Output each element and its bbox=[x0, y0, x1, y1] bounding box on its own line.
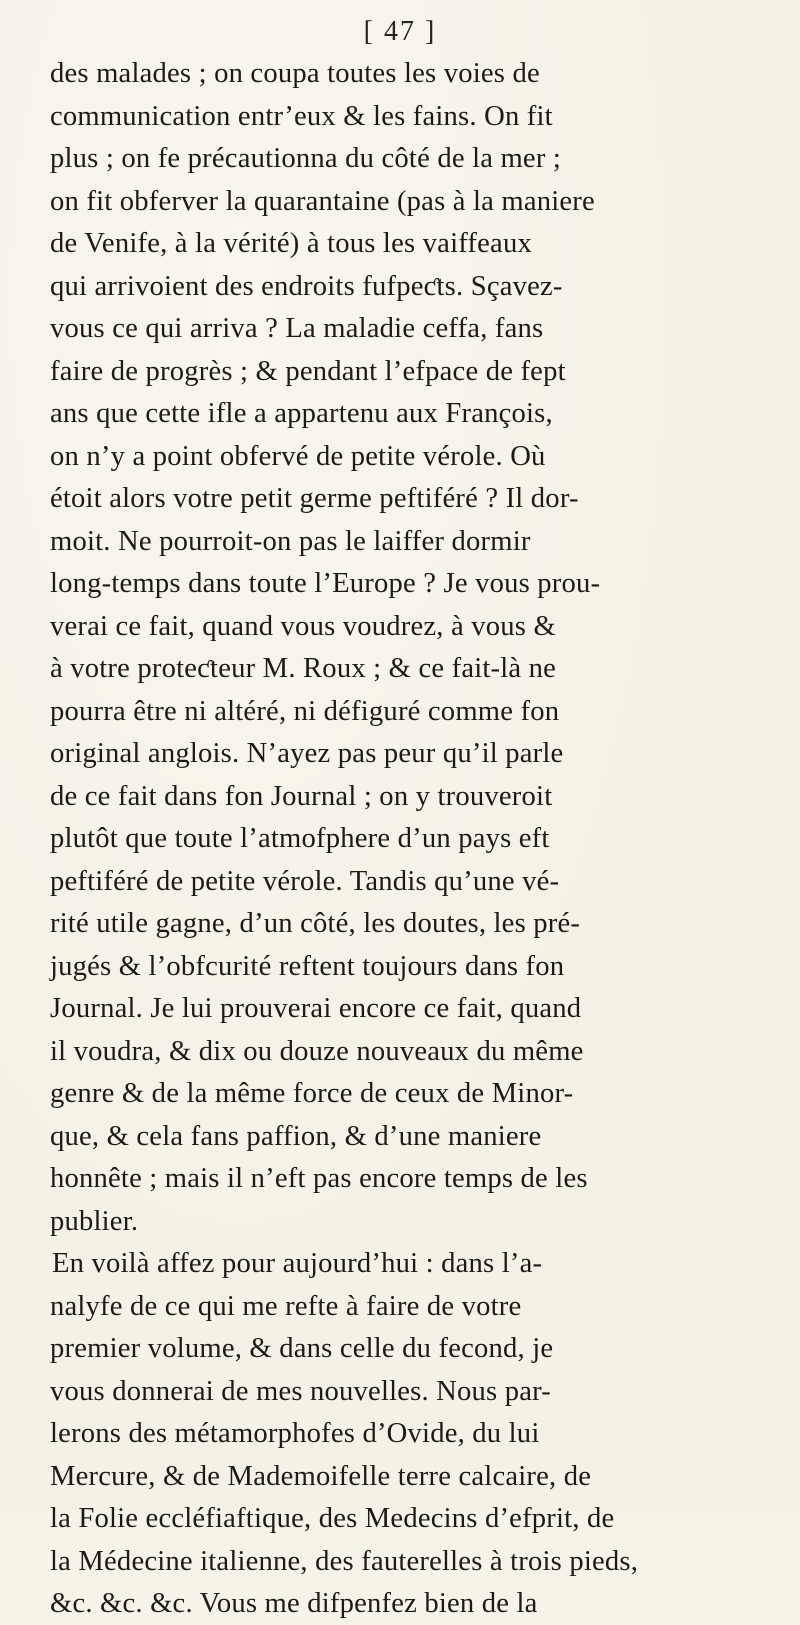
text-line: nalyfe de ce qui me refte à faire de votre bbox=[50, 1289, 522, 1322]
text-line: verai ce fait, quand vous voudrez, à vous & bbox=[50, 609, 556, 642]
text-line: il voudra, & dix ou douze nouveaux du même bbox=[50, 1034, 584, 1067]
text-line: à votre proteƈteur M. Roux ; & ce fait-là ne bbox=[50, 652, 557, 684]
text-line: lerons des métamorphofes d’Ovide, du lui bbox=[50, 1417, 540, 1449]
text-line: premier volume, & dans celle du fecond, je bbox=[50, 1332, 554, 1364]
text-line: Journal. Je lui prouverai encore ce fait, quand bbox=[50, 992, 582, 1024]
text-line: on n’y a point obfervé de petite vérole. Où bbox=[50, 439, 546, 472]
text-line: pourra être ni altéré, ni défiguré comme fon bbox=[50, 694, 560, 727]
text-line: &c. &c. &c. Vous me difpenfez bien de la bbox=[50, 1587, 538, 1619]
page-number: [ 47 ] bbox=[363, 16, 437, 47]
text-line: des malades ; on coupa toutes les voies de bbox=[50, 57, 540, 89]
text-line: rité utile gagne, d’un côté, les doutes, les pré- bbox=[50, 907, 581, 939]
text-line: ans que cette ifle a appartenu aux François, bbox=[50, 397, 553, 429]
text-line: publier. bbox=[50, 1204, 139, 1237]
text-line: jugés & l’obfcurité reftent toujours dans fon bbox=[50, 949, 565, 982]
text-line: faire de progrès ; & pendant l’efpace de fept bbox=[50, 354, 566, 387]
text-line: de Venife, à la vérité) à tous les vaiffeaux bbox=[50, 227, 532, 259]
text-line: peftiféré de petite vérole. Tandis qu’une vé- bbox=[50, 864, 560, 897]
text-line: vous donnerai de mes nouvelles. Nous par- bbox=[50, 1374, 552, 1407]
text-line: honnête ; mais il n’eft pas encore temps de les bbox=[50, 1162, 588, 1194]
text-line: étoit alors votre petit germe peftiféré ? Il dor- bbox=[50, 482, 579, 514]
text-line: la Folie eccléfiaftique, des Medecins d’efprit, de bbox=[50, 1502, 615, 1534]
text-line: plutôt que toute l’atmofphere d’un pays eft bbox=[50, 822, 550, 854]
text-line: qui arrivoient des endroits fufpeƈts. Sçavez- bbox=[50, 269, 563, 302]
text-line: que, & cela fans paffion, & d’une maniere bbox=[50, 1119, 542, 1152]
text-line: original anglois. N’ayez pas peur qu’il parle bbox=[50, 737, 564, 769]
text-line: plus ; on fe précautionna du côté de la mer ; bbox=[50, 142, 562, 174]
text-line: Mercure, & de Mademoifelle terre calcaire, de bbox=[50, 1459, 592, 1492]
text-line: communication entr’eux & les fains. On fit bbox=[50, 99, 553, 132]
text-line: long-temps dans toute l’Europe ? Je vous prou- bbox=[50, 567, 601, 599]
text-line: on fit obferver la quarantaine (pas à la maniere bbox=[50, 184, 595, 217]
text-line: En voilà affez pour aujourd’hui : dans l’a- bbox=[51, 1247, 543, 1279]
text-line: la Médecine italienne, des fauterelles à trois pieds, bbox=[50, 1544, 639, 1577]
body-text bbox=[50, 52, 800, 1625]
text-line: vous ce qui arriva ? La maladie ceffa, fans bbox=[50, 312, 544, 344]
text-line: genre & de la même force de ceux de Minor- bbox=[50, 1077, 574, 1109]
text-line: moit. Ne pourroit-on pas le laiffer dormir bbox=[50, 524, 531, 557]
text-line: de ce fait dans fon Journal ; on y trouveroit bbox=[50, 779, 553, 812]
